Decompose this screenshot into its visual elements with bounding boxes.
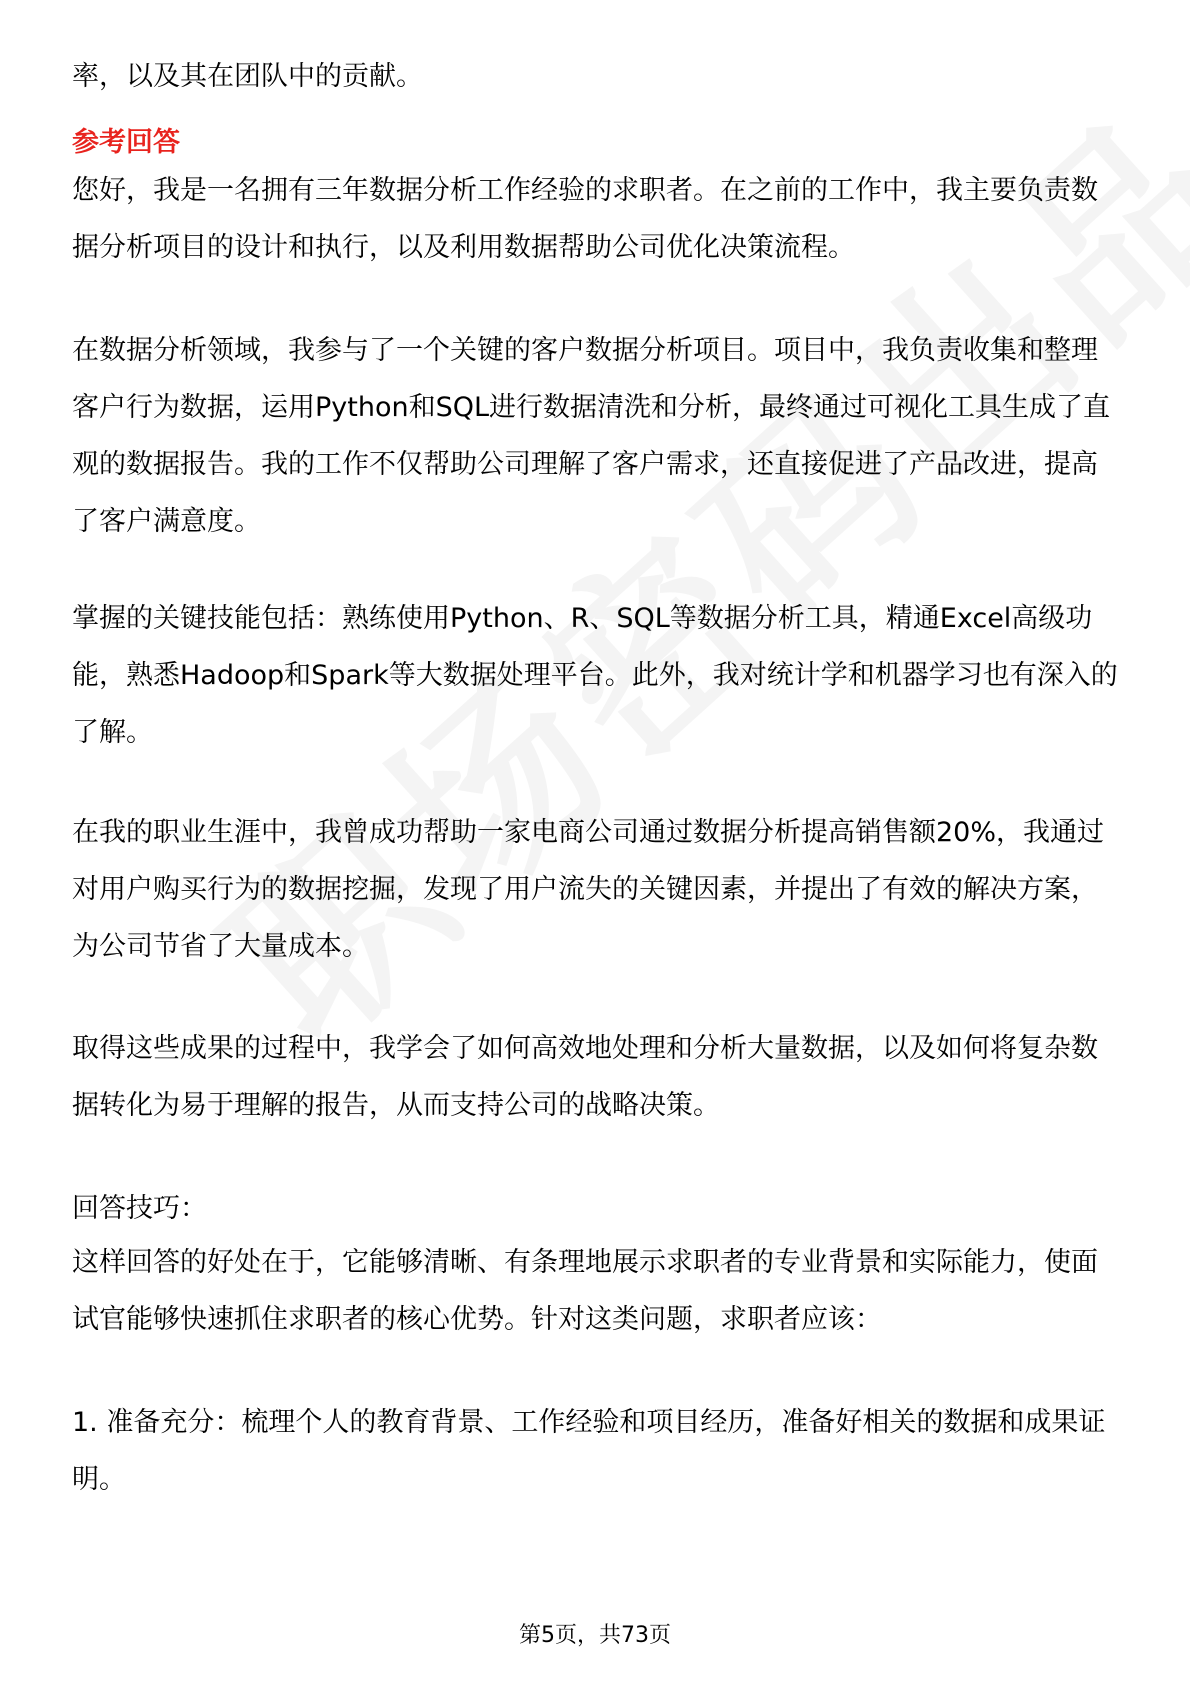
tips-item-1: 1. 准备充分：梳理个人的教育背景、工作经验和项目经历，准备好相关的数据和成果证明。 [72, 1407, 1106, 1495]
paragraph-1: 您好，我是一名拥有三年数据分析工作经验的求职者。在之前的工作中，我主要负责数据分析项目的设计和执行，以及利用数据帮助公司优化决策流程。 [72, 175, 1098, 263]
paragraph-2: 在数据分析领域，我参与了一个关键的客户数据分析项目。项目中，我负责收集和整理客户行为数据，运用Python和SQL进行数据清洗和分析，最终通过可视化工具生成了直观的数据报告。我的工作不仅帮助公司理解了客户需求，还直接促进了产品改进，提高了客户满意度。 [72, 335, 1111, 537]
tips-body: 这样回答的好处在于，它能够清晰、有条理地展示求职者的专业背景和实际能力，使面试官能够快速抓住求职者的核心优势。针对这类问题，求职者应该： [72, 1247, 1098, 1335]
intro-tail-text: 率，以及其在团队中的贡献。 [72, 61, 423, 92]
paragraph-3: 掌握的关键技能包括：熟练使用Python、R、SQL等数据分析工具，精通Excel高级功能，熟悉Hadoop和Spark等大数据处理平台。此外，我对统计学和机器学习也有深入的了解。 [72, 603, 1118, 748]
paragraph-4: 在我的职业生涯中，我曾成功帮助一家电商公司通过数据分析提高销售额20%，我通过对用户购买行为的数据挖掘，发现了用户流失的关键因素，并提出了有效的解决方案，为公司节省了大量成本。 [72, 817, 1105, 962]
tips-label: 回答技巧： [72, 1193, 207, 1224]
paragraph-5: 取得这些成果的过程中，我学会了如何高效地处理和分析大量数据，以及如何将复杂数据转化为易于理解的报告，从而支持公司的战略决策。 [72, 1033, 1098, 1121]
page-number: 第5页，共73页 [519, 1623, 671, 1648]
answer-heading: 参考回答 [72, 127, 180, 158]
